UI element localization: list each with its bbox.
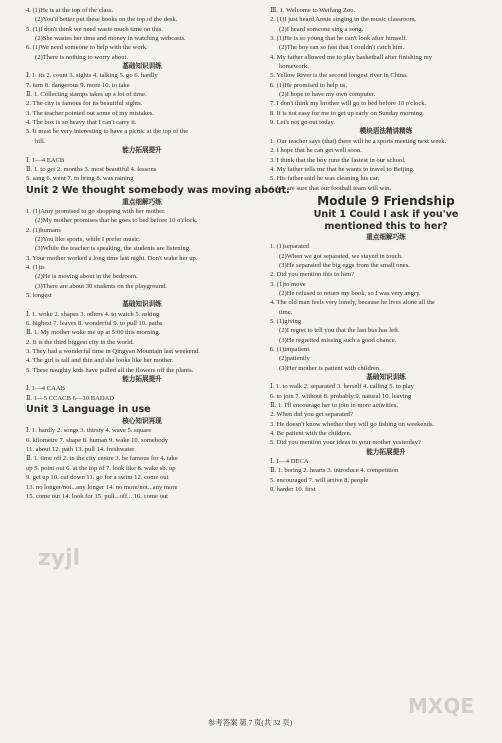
answer-line: 7. I don't think my brother will go to bed before 10 o'clock. bbox=[270, 100, 427, 108]
answer-line: 6. highest 7. leaves 8. wonderful 9. to pull 10. paths bbox=[26, 320, 163, 327]
answer-line: 4. (1)is bbox=[26, 263, 45, 271]
answer-line: 2. When did you get separated? bbox=[270, 411, 354, 419]
answer-line: 6. We are sure that our football team will win. bbox=[270, 184, 392, 192]
answer-line: 5. longest bbox=[26, 291, 52, 299]
answer-line: (2)When we got separated, we stayed in touch. bbox=[279, 252, 403, 260]
answer-line: (2)The boy ran so fast that I couldn't catch him. bbox=[279, 44, 405, 52]
section-heading: 基础知识训练 bbox=[122, 62, 162, 71]
section-heading: 能力拓展提升 bbox=[122, 375, 162, 384]
answer-line: 1. (1)separated bbox=[270, 243, 310, 251]
answer-line: 3. (1)to move bbox=[270, 280, 306, 288]
answer-line: 5. sang 6. went 7. to bring 8. was raining bbox=[26, 175, 134, 183]
section-heading: 能力拓展提升 bbox=[366, 447, 406, 456]
section-heading: 基础知识训练 bbox=[122, 300, 162, 309]
answer-line: 6. kilometre 7. shape 8. human 9. wake 10. somebody bbox=[26, 436, 169, 444]
watermark-logo-left: zyjl bbox=[38, 546, 81, 571]
answer-line: 2. (1)humans bbox=[26, 226, 61, 234]
answer-line: Ⅱ. 1—5 CCACB 6—10 BADAD bbox=[26, 394, 115, 402]
answer-line: 6. to join 7. without 8. probably 9. natural 10. leaving bbox=[270, 392, 412, 400]
unit-title: Unit 1 Could I ask if you've bbox=[313, 208, 459, 220]
answer-line: time. bbox=[279, 308, 293, 316]
answer-line: 8. It is not easy for me to get up early on Sunday morning. bbox=[270, 109, 425, 117]
answer-line: 13. no longer/not...any longer 14. no more/not...any more bbox=[26, 483, 178, 491]
watermark-logo-right: MXQE bbox=[408, 694, 474, 718]
answer-line: (2)I heard someone sing a song. bbox=[279, 25, 364, 33]
answer-line: 1. Our teacher says (that) there will be a sports meeting next week. bbox=[270, 137, 447, 145]
answer-line: 4. The old man feels very lonely, because he lives alone all the bbox=[270, 299, 435, 307]
answer-line: Ⅰ. 1. to walk 2. separated 3. herself 4. calling 5. to play bbox=[270, 383, 414, 391]
answer-line: 3. He doesn't know whether they will go fishing on weekends. bbox=[270, 420, 435, 428]
answer-line: (2)I hope to have my own computer. bbox=[279, 91, 376, 99]
answer-line: Ⅰ. 1—4 CAAB bbox=[26, 385, 66, 393]
answer-line: (2)She wastes her time and money in watching webcasts. bbox=[35, 35, 186, 43]
module-title: Module 9 Friendship bbox=[317, 193, 455, 208]
answer-line: 11. about 12. path 13. pull 14. freshwater bbox=[26, 446, 135, 454]
answer-line: (2)You like sports, while I prefer music. bbox=[35, 235, 141, 243]
answer-line: Ⅱ. 1. to get 2. months 3. most beautiful 4. lessons bbox=[26, 165, 157, 173]
section-heading: 重点细解巧练 bbox=[122, 197, 162, 206]
answer-line: 7. turn 8. dangerous 9. more 10. to take bbox=[26, 81, 130, 89]
answer-line: 2. Did you mention this to him? bbox=[270, 271, 355, 279]
answer-line: 5. His father said he was cleaning his car. bbox=[270, 175, 380, 183]
answer-line: (2)I regret to tell you that the last bus has left. bbox=[279, 327, 400, 335]
answer-line: 4. The box is so heavy that I can't carry it. bbox=[26, 119, 137, 127]
answer-line: 2. I hope that he can get well soon. bbox=[270, 147, 362, 155]
answer-line: (3)Her mother is patient with children. bbox=[279, 364, 381, 372]
answer-line: (3)He regretted missing such a good chance. bbox=[279, 336, 397, 344]
answer-line: (3)He separated the big eggs from the small ones. bbox=[279, 261, 410, 269]
answer-line: 5. It must be very interesting to have a picnic at the top of the bbox=[26, 128, 189, 136]
answer-line: 4. Be patient with the children. bbox=[270, 430, 352, 438]
section-heading: 核心知识再现 bbox=[122, 417, 162, 426]
answer-line: Ⅱ. 1. boring 2. hearts 3. introduce 4. competition bbox=[270, 467, 399, 475]
answer-line: (2)You'd better put these books on the top of the desk. bbox=[35, 16, 178, 24]
answer-line: 5. Did you mention your ideas to your mother yesterday? bbox=[270, 439, 421, 447]
page-footer: 参考答案 第 7 页(共 32 页) bbox=[207, 718, 293, 727]
answer-line: (2)He is moving about in the bedroom. bbox=[35, 273, 138, 281]
answer-line: 4. My father tells me that he wants to travel to Beijing. bbox=[270, 165, 415, 173]
right-column bbox=[270, 6, 502, 495]
answer-line: Ⅰ. 1—4 EACB bbox=[26, 156, 65, 164]
answer-line: (2)There is nothing to worry about. bbox=[35, 53, 129, 61]
answer-line: 6. (1)He promised to help us. bbox=[270, 81, 348, 89]
answer-line: (2)My mother promises that he goes to bed before 10 o'clock. bbox=[35, 217, 198, 225]
answer-line: 4. The girl is tall and thin and she looks like her mother. bbox=[26, 357, 174, 365]
answer-line: 2. The city is famous for its beautiful sights. bbox=[26, 100, 143, 108]
answer-line: 6. (1)impatient bbox=[270, 346, 310, 353]
answer-line: 4. (1)He is at the top of the class. bbox=[26, 7, 114, 14]
answer-line: Ⅱ. 1. time off 2. in the city centre 3. be famous for 4. take bbox=[26, 455, 178, 463]
unit-title: Unit 3 Language in use bbox=[26, 404, 151, 416]
answer-line: hill. bbox=[35, 137, 46, 145]
answer-line: 9. get up 10. cut down 11. go for a swim 12. come out bbox=[26, 474, 169, 482]
answer-line: (3)While the teacher is speaking, the students are listening. bbox=[35, 245, 191, 253]
section-heading: 重点细解巧练 bbox=[366, 232, 406, 241]
answer-line: (2)patiently bbox=[279, 355, 310, 363]
answer-line: 5. (1)I don't think we need waste much time on this. bbox=[26, 25, 164, 33]
answer-line: 1. (1)Amy promised to go shopping with her mother. bbox=[26, 207, 166, 215]
answer-line: Ⅰ. 1—4 DECA bbox=[270, 458, 309, 466]
unit-title: Unit 2 We thought somebody was moving about. bbox=[26, 184, 290, 196]
answer-line: Ⅱ. 1. Collecting stamps takes up a lot of time. bbox=[26, 91, 147, 99]
answer-line: Ⅰ. 1. hardly 2. songs 3. thirsty 4. wave 5. square bbox=[26, 427, 152, 435]
answer-line: up 5. point out 6. at the top of 7. look like 8. wake sb. up bbox=[26, 464, 176, 472]
answer-line: 6. (1)We need someone to help with the work. bbox=[26, 44, 148, 52]
answer-line: 2. It is the third biggest city in the world. bbox=[26, 338, 134, 346]
answer-line: (3)There are about 30 students on the playground. bbox=[35, 282, 167, 290]
section-heading: 能力拓展提升 bbox=[122, 146, 162, 155]
answer-line: 3. They had a wonderful time in Qingyan Mountain last weekend. bbox=[26, 348, 200, 356]
section-heading: 基础知识训练 bbox=[366, 373, 406, 382]
answer-line: 2. (1)I just heard Annie singing in the music classroom. bbox=[270, 16, 417, 24]
answer-line: 5. (1)giving bbox=[270, 317, 302, 325]
answer-line: homework. bbox=[279, 63, 309, 71]
answer-line: 4. My father allowed me to play basketball after finishing my bbox=[270, 53, 433, 61]
answer-line: 5. encouraged 7. will arrive 8. people bbox=[270, 476, 369, 484]
answer-line: Ⅱ. 1. I'll encourage her to join in more activities. bbox=[270, 402, 398, 410]
unit-title: mentioned this to her? bbox=[324, 220, 448, 232]
answer-line: 9. harder 10. first bbox=[270, 486, 316, 494]
answer-line: 3. Your mother worked a long time last night. Don't wake her up. bbox=[26, 254, 198, 262]
answer-line: Ⅲ. 1. Welcome to Weifang Zoo. bbox=[270, 7, 356, 14]
answer-line: Ⅰ. 1. its 2. count 3. sights 4. talking 5. go 6. hardly bbox=[26, 72, 158, 80]
answer-line: (2)He refused to return my book, so I was very angry. bbox=[279, 289, 421, 297]
answer-line: 3. The teacher pointed out some of my mistakes. bbox=[26, 109, 155, 117]
answer-line: 15. come out 14. look for 15. pull...off... 16. come out bbox=[26, 492, 168, 500]
answer-line: 3. I think that the boy runs the fastest in our school. bbox=[270, 156, 406, 164]
answer-line: 5. Yellow River is the second longest river in China. bbox=[270, 72, 408, 80]
answer-line: 9. Let's not go out today. bbox=[270, 119, 336, 127]
answer-line: 3. (1)He is so young that he can't look after himself. bbox=[270, 35, 408, 43]
answer-line: Ⅰ. 1. woke 2. shapes 3. others 4. to watch 5. asking bbox=[26, 310, 160, 318]
answer-line: Ⅱ. 1. My mother woke me up at 5:00 this morning. bbox=[26, 329, 161, 337]
answer-line: 5. These naughty kids have pulled all the flowers off the plants. bbox=[26, 366, 194, 374]
section-heading: 模块语法精讲精练 bbox=[359, 127, 413, 136]
